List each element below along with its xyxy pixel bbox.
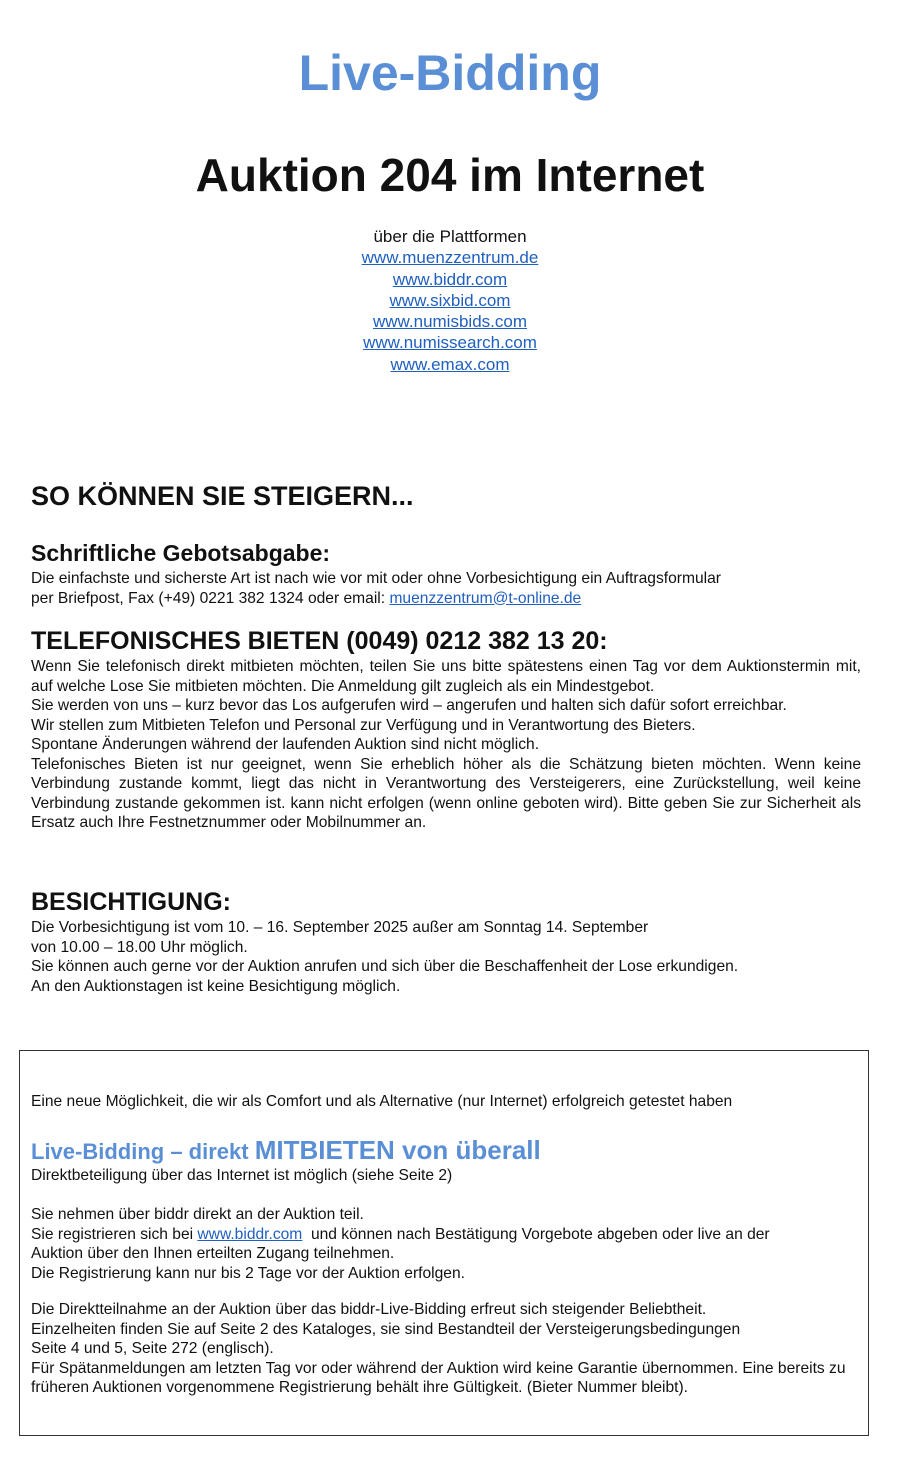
box-title-prefix: Live-Bidding – direkt (31, 1139, 255, 1164)
platform-link-numissearch[interactable]: www.numissearch.com (363, 333, 537, 353)
box-p2-line-2-prefix: Sie registrieren sich bei (31, 1225, 198, 1243)
box-subtitle: Direktbeteiligung über das Internet ist möglich (siehe Seite 2) (31, 1167, 453, 1184)
platform-link-sixbid[interactable]: www.sixbid.com (389, 290, 511, 310)
telefon-line-a: Sie werden von uns – kurz bevor das Los aufgerufen wird – angerufen und halten sich dafür sofort erreichbar. (31, 697, 787, 714)
auction-title: Auktion 204 im Internet (195, 149, 705, 201)
platforms-intro: über die Plattformen (373, 227, 527, 246)
platform-link-emax[interactable]: www.emax.com (390, 354, 510, 374)
telefon-para-1: Wenn Sie telefonisch direkt mitbieten möchten, teilen Sie uns bitte spätestens einen Tag vor dem Auktionstermin mit, auf welche Lose Sie mitbieten möchten. Die Anmeldung gilt zugleich als ein Mindestgebot. (31, 658, 861, 695)
besichtigung-text (31, 918, 861, 996)
platform-link-muenzzentrum[interactable]: www.muenzzentrum.de (361, 248, 539, 268)
schriftlich-line-2 (31, 589, 861, 609)
platform-link-biddr[interactable]: www.biddr.com (392, 269, 508, 289)
box-p2-line-3: Auktion über den Ihnen erteilten Zugang teilnehmen. (31, 1245, 395, 1262)
box-p3-line-1: Die Direktteilnahme an der Auktion über das biddr-Live-Bidding erfreut sich steigender Beliebtheit. (31, 1301, 707, 1318)
schriftlich-text (31, 569, 861, 608)
telefon-line-c: Spontane Änderungen während der laufenden Auktion sind nicht möglich. (31, 736, 540, 753)
box-p2-line-1: Sie nehmen über biddr direkt an der Auktion teil. (31, 1206, 364, 1223)
telefon-line-b: Wir stellen zum Mitbieten Telefon und Personal zur Verfügung und in Verantwortung des Bieters. (31, 716, 696, 734)
box-title-big: MITBIETEN von überall (254, 1135, 541, 1165)
biddr-link[interactable]: www.biddr.com (197, 1225, 303, 1243)
section-heading-schriftlich: Schriftliche Gebotsabgabe: (31, 540, 331, 566)
section-heading-steigern: SO KÖNNEN SIE STEIGERN... (31, 481, 414, 511)
section-heading-telefon: TELEFONISCHES BIETEN (0049) 0212 382 13 20: (31, 627, 608, 655)
platform-link-numisbids[interactable]: www.numisbids.com (373, 312, 527, 332)
besichtigung-line-3: Sie können auch gerne vor der Auktion anrufen und sich über die Beschaffenheit der Lose erkundigen. (31, 958, 739, 975)
schriftlich-line-2-text: per Briefpost, Fax (+49) 0221 382 1324 oder email: (31, 589, 390, 607)
box-paragraph-3 (31, 1300, 861, 1398)
box-p2-line-2 (31, 1225, 861, 1245)
box-p3-line-4: Für Spätanmeldungen am letzten Tag vor oder während der Auktion wird keine Garantie übernommen. Eine bereits zu früheren Auktionen vorgenommene Registrierung behält ihre Gültigkeit. (Bieter Nummer bleibt). (31, 1359, 846, 1396)
besichtigung-line-1: Die Vorbesichtigung ist vom 10. – 16. September 2025 außer am Sonntag 14. September (31, 919, 649, 936)
section-heading-besichtigung: BESICHTIGUNG: (31, 888, 231, 916)
box-p3-line-2: Einzelheiten finden Sie auf Seite 2 des Kataloges, sie sind Bestandteil der Versteigerungsbedingungen (31, 1320, 741, 1338)
telefon-text (31, 657, 861, 833)
page-title: Live-Bidding (298, 45, 602, 101)
box-p3-line-3: Seite 4 und 5, Seite 272 (englisch). (31, 1340, 274, 1357)
schriftlich-line-1: Die einfachste und sicherste Art ist nach wie vor mit oder ohne Vorbesichtigung ein Auftragsformular (31, 570, 721, 587)
platform-list (0, 226, 900, 375)
box-paragraph-2 (31, 1205, 861, 1283)
box-title (31, 1135, 541, 1166)
email-link[interactable]: muenzzentrum@t-online.de (389, 589, 582, 607)
box-p2-line-4: Die Registrierung kann nur bis 2 Tage vor der Auktion erfolgen. (31, 1264, 465, 1282)
box-intro: Eine neue Möglichkeit, die wir als Comfort und als Alternative (nur Internet) erfolgreich getestet haben (31, 1093, 733, 1110)
box-p2-line-2-suffix: und können nach Bestätigung Vorgebote abgeben oder live an der (302, 1225, 770, 1243)
besichtigung-line-4: An den Auktionstagen ist keine Besichtigung möglich. (31, 977, 401, 995)
besichtigung-line-2: von 10.00 – 18.00 Uhr möglich. (31, 938, 248, 956)
telefon-para-2: Telefonisches Bieten ist nur geeignet, wenn Sie erheblich höher als die Schätzung bieten möchten. Wenn keine Verbindung zustande kommt, liegt das nicht in Verantwortung des Versteigerers, eine Zurückstellung, weil keine Verbindung zustande gekommen ist. kann nicht erfolgen (wenn online geboten wird). Bitte geben Sie zur Sicherheit als Ersatz auch Ihre Festnetznummer oder Mobilnummer an. (31, 755, 861, 831)
